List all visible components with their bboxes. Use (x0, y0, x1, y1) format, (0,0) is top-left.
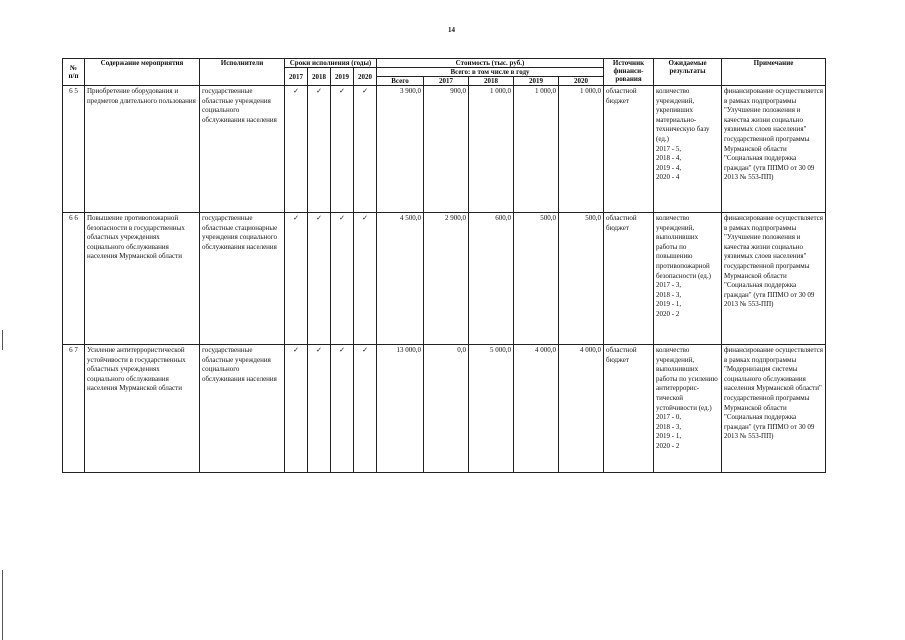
header-content: Содержание мероприятия (85, 59, 200, 86)
row-content: Повышение противопожарной безопасности в государственных областных учреждениях социального обслуживания населения Мурманской области (85, 213, 200, 345)
cost-2019: 1 000,0 (514, 86, 559, 213)
cost-total: 3 900,0 (377, 86, 424, 213)
scan-edge-mark (2, 570, 3, 640)
check-icon: ✓ (285, 345, 308, 473)
row-results: количество учреждений, укрепивших материально-техническую базу (ед.) 2017 - 5, 2018 - 4, 2019 - 4, 2020 - 4 (654, 86, 722, 213)
header-results: Ожидаемые результаты (654, 59, 722, 86)
row-note: финансирование осуществляется в рамках подпрограммы "Модернизация системы социального обслуживания населения Мурманской области" государственной программы Мурманской области "Социальная поддержка граждан" (утв ППМО от 30 09 2013 № 553-ПП) (722, 345, 826, 473)
check-icon: ✓ (331, 86, 354, 213)
check-icon: ✓ (285, 86, 308, 213)
cost-2018: 5 000,0 (469, 345, 514, 473)
row-executors: государственные областные учреждения социального обслуживания населения (200, 345, 285, 473)
check-icon: ✓ (285, 213, 308, 345)
row-number: 6 5 (63, 86, 85, 213)
header-year-2020: 2020 (354, 68, 377, 86)
check-icon: ✓ (354, 86, 377, 213)
row-content: Приобретение оборудования и предметов длительного пользования (85, 86, 200, 213)
header-note: Примечание (722, 59, 826, 86)
header-year-2018: 2018 (308, 68, 331, 86)
row-number: 6 7 (63, 345, 85, 473)
cost-2019: 500,0 (514, 213, 559, 345)
cost-2020: 1 000,0 (559, 86, 604, 213)
check-icon: ✓ (308, 345, 331, 473)
header-year-2017: 2017 (285, 68, 308, 86)
header-executors: Исполнители (200, 59, 285, 86)
header-total: Всего (377, 77, 424, 86)
table-row (63, 345, 826, 473)
row-source: областной бюджет (604, 345, 654, 473)
header-no: № п/п (63, 59, 85, 86)
cost-2017: 2 900,0 (424, 213, 469, 345)
header-cost-2020: 2020 (559, 77, 604, 86)
header-cost-2019: 2019 (514, 77, 559, 86)
row-executors: государственные областные учреждения социального обслуживания населения (200, 86, 285, 213)
row-results: количество учреждений, выполнивших работы по усилению антитеррорис-тической устойчивости (ед.) 2017 - 0, 2018 - 3, 2019 - 1, 2020 - 2 (654, 345, 722, 473)
cost-2018: 600,0 (469, 213, 514, 345)
row-results: количество учреждений, выполнивших работы по повышению противопожарной безопасности (ед.) 2017 - 3, 2018 - 3, 2019 - 1, 2020 - 2 (654, 213, 722, 345)
table-row (63, 213, 826, 345)
header-cost: Стоимость (тыс. руб.) (377, 59, 604, 68)
cost-2017: 900,0 (424, 86, 469, 213)
header-cost-2018: 2018 (469, 77, 514, 86)
check-icon: ✓ (331, 345, 354, 473)
row-note: финансирование осуществляется в рамках подпрограммы "Улучшение положения и качества жизни социально уязвимых слоев населения" государственной программы Мурманской области "Социальная поддержка граждан" (утв ППМО от 30 09 2013 № 553-ПП) (722, 86, 826, 213)
cost-2020: 500,0 (559, 213, 604, 345)
header-cost-2017: 2017 (424, 77, 469, 86)
row-content: Усиление антитеррористической устойчивости в государственных областных учреждениях социального обслуживания населения Мурманской области (85, 345, 200, 473)
row-number: 6 6 (63, 213, 85, 345)
table-row (63, 86, 826, 213)
cost-2020: 4 000,0 (559, 345, 604, 473)
check-icon: ✓ (354, 345, 377, 473)
cost-total: 13 000,0 (377, 345, 424, 473)
header-terms: Сроки исполнения (годы) (285, 59, 377, 68)
header-source: Источник финанси-рования (604, 59, 654, 86)
check-icon: ✓ (331, 213, 354, 345)
header-cost-sub: Всего: в том числе в году (377, 68, 604, 77)
check-icon: ✓ (354, 213, 377, 345)
cost-2018: 1 000,0 (469, 86, 514, 213)
row-source: областной бюджет (604, 86, 654, 213)
measures-table (62, 58, 826, 473)
page-number: 14 (448, 26, 455, 34)
cost-total: 4 500,0 (377, 213, 424, 345)
check-icon: ✓ (308, 86, 331, 213)
row-source: областной бюджет (604, 213, 654, 345)
cost-2019: 4 000,0 (514, 345, 559, 473)
cost-2017: 0,0 (424, 345, 469, 473)
header-year-2019: 2019 (331, 68, 354, 86)
scan-edge-mark (2, 330, 3, 350)
check-icon: ✓ (308, 213, 331, 345)
row-executors: государственные областные стационарные учреждения социального обслуживания населения (200, 213, 285, 345)
row-note: финансирование осуществляется в рамках подпрограммы "Улучшение положения и качества жизни социально уязвимых слоев населения" государственной программы Мурманской области "Социальная поддержка граждан" (утв ППМО от 30 09 2013 № 553-ПП) (722, 213, 826, 345)
